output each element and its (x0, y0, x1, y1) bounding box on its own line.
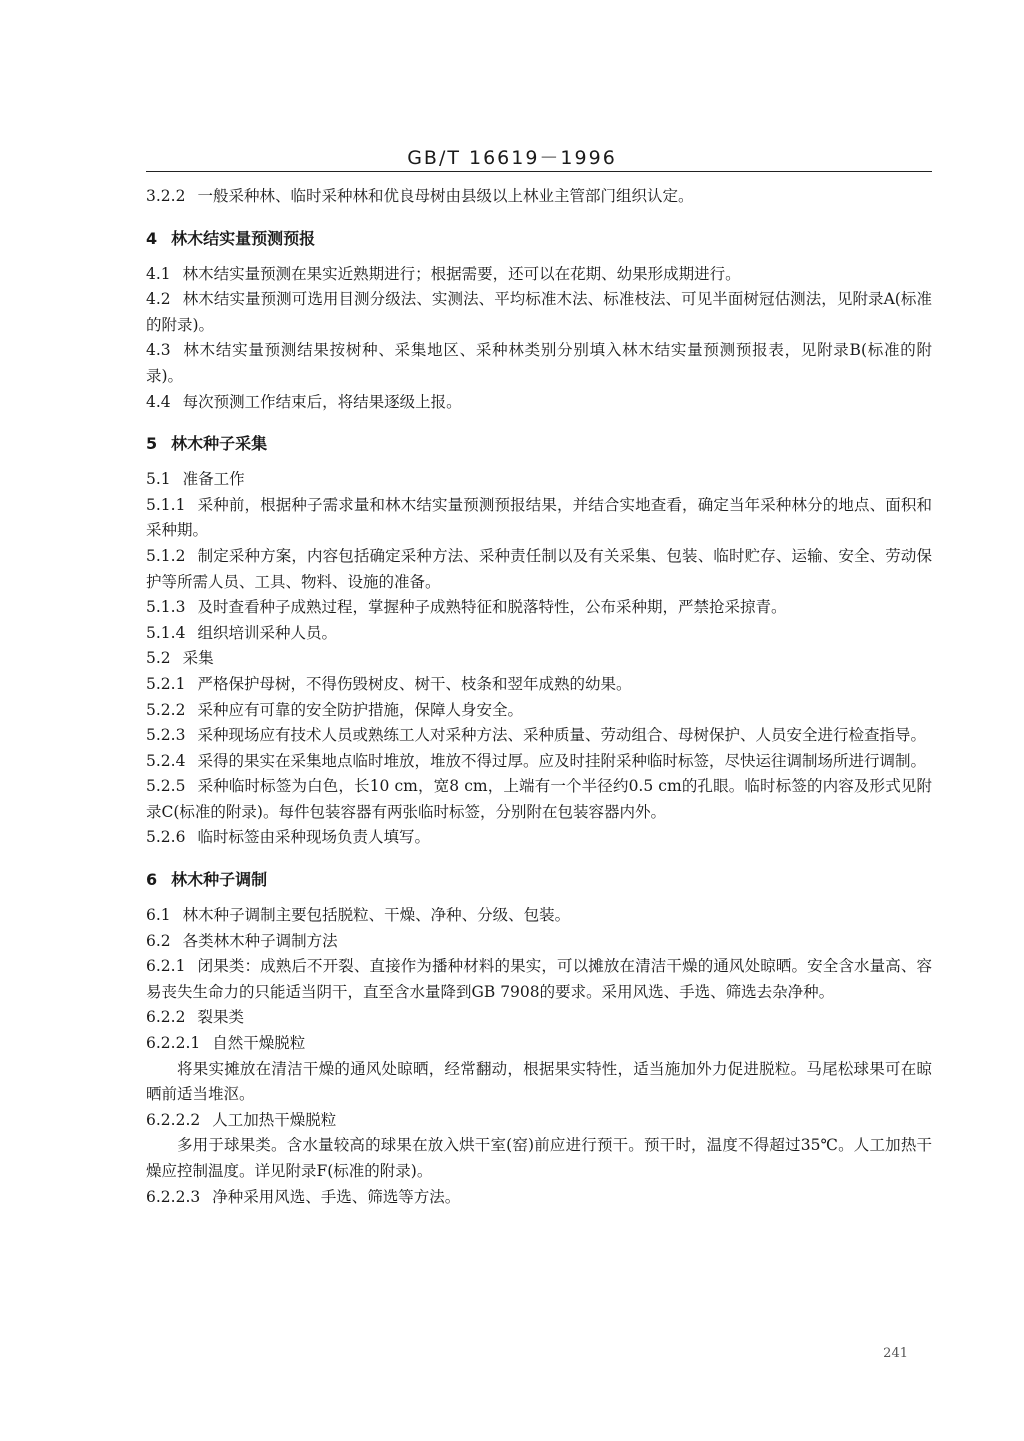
clause-number: 5.1.1 (146, 495, 186, 514)
clause-number: 5.1.3 (146, 598, 186, 617)
paragraph (146, 749, 932, 775)
clause-text: 各类林木种子调制方法 (182, 931, 338, 950)
clause-text: 多用于球果类。含水量较高的球果在放入烘干室(窑)前应进行预干。预干时，温度不得超过35℃。人工加热干燥应控制温度。详见附录F(标准的附录)。 (146, 1136, 932, 1180)
clause-text: 林木种子采集 (171, 434, 268, 454)
clause-number: 4.4 (146, 392, 171, 411)
clause-number: 6.2 (146, 931, 171, 950)
paragraph (146, 338, 932, 389)
clause-text: 采种临时标签为白色，长10 cm，宽8 cm，上端有一个半径约0.5 cm的孔眼。临时标签的内容及形式见附录C(标准的附录)。每件包装容器有两张临时标签，分别附在包装容器内外。 (146, 777, 932, 821)
clause-number: 5.1.2 (146, 546, 186, 565)
clause-number: 5.2.3 (146, 726, 186, 745)
paragraph (146, 390, 932, 416)
paragraph (146, 646, 932, 672)
clause-text: 采种应有可靠的安全防护措施，保障人身安全。 (197, 700, 523, 719)
clause-text: 严格保护母树，不得伤毁树皮、树干、枝条和翌年成熟的幼果。 (197, 674, 632, 693)
paragraph (146, 672, 932, 698)
clause-number: 4.1 (146, 264, 171, 283)
clause-text: 裂果类 (197, 1008, 244, 1027)
clause-number: 5.1 (146, 470, 171, 489)
clause-text: 制定采种方案，内容包括确定采种方法、采种责任制以及有关采集、包装、临时贮存、运输、安全、劳动保护等所需人员、工具、物料、设施的准备。 (146, 546, 932, 591)
paragraph (146, 1133, 932, 1184)
clause-text: 林木结实量预测预报 (171, 228, 316, 248)
paragraph (146, 1005, 932, 1031)
document-body (146, 184, 932, 1210)
paragraph (146, 903, 932, 929)
paragraph (146, 621, 932, 647)
clause-text: 临时标签由采种现场负责人填写。 (197, 828, 430, 847)
clause-text: 采得的果实在采集地点临时堆放，堆放不得过厚。应及时挂附采种临时标签，尽快运往调制场所进行调制。 (197, 751, 926, 770)
page-header: GB/T 16619－1996 (407, 147, 617, 169)
clause-text: 林木结实量预测可选用目测分级法、实测法、平均标准木法、标准枝法、可见半面树冠估测法，见附录A(标准的附录)。 (146, 290, 932, 334)
clause-text: 净种采用风选、手选、筛选等方法。 (212, 1187, 461, 1206)
clause-text: 林木结实量预测在果实近熟期进行；根据需要，还可以在花期、幼果形成期进行。 (182, 264, 741, 283)
paragraph (146, 1185, 932, 1211)
clause-text: 及时查看种子成熟过程，掌握种子成熟特征和脱落特性，公布采种期，严禁抢采掠青。 (197, 598, 787, 617)
clause-text: 将果实摊放在清洁干燥的通风处晾晒，经常翻动，根据果实特性，适当施加外力促进脱粒。马尾松球果可在晾晒前适当堆沤。 (146, 1059, 932, 1104)
paragraph (146, 1108, 932, 1134)
clause-text: 采集 (182, 649, 214, 668)
clause-number: 4 (146, 228, 158, 248)
clause-text: 采种前，根据种子需求量和林木结实量预测预报结果，并结合实地查看，确定当年采种林分的地点、面积和采种期。 (146, 495, 932, 540)
clause-text: 林木种子调制主要包括脱粒、干燥、净种、分级、包装。 (182, 906, 571, 925)
section-gap (146, 454, 932, 467)
clause-text: 人工加热干燥脱粒 (212, 1110, 337, 1129)
paragraph (146, 493, 932, 544)
paragraph (146, 544, 932, 595)
clause-text: 组织培训采种人员。 (197, 623, 337, 642)
paragraph (146, 1057, 932, 1108)
clause-number: 6.2.2.1 (146, 1034, 201, 1053)
clause-number: 5.2.6 (146, 828, 186, 847)
clause-number: 6.2.1 (146, 957, 186, 976)
paragraph (146, 929, 932, 955)
paragraph (146, 954, 932, 1005)
section-gap (146, 249, 932, 262)
section-heading (146, 867, 932, 890)
clause-text: 每次预测工作结束后，将结果逐级上报。 (182, 392, 462, 411)
clause-text: 林木种子调制 (171, 870, 268, 890)
clause-number: 5.2.4 (146, 751, 186, 770)
paragraph (146, 184, 932, 210)
clause-text: 自然干燥脱粒 (212, 1034, 306, 1053)
paragraph (146, 723, 932, 749)
clause-number: 6.1 (146, 906, 171, 925)
clause-number: 4.3 (146, 341, 171, 360)
paragraph (146, 698, 932, 724)
section-gap (146, 890, 932, 903)
clause-number: 5.1.4 (146, 623, 186, 642)
clause-text: 采种现场应有技术人员或熟练工人对采种方法、采种质量、劳动组合、母树保护、人员安全进行检查指导。 (197, 726, 926, 745)
section-gap (146, 415, 932, 431)
clause-number: 5.2.1 (146, 674, 186, 693)
paragraph (146, 595, 932, 621)
paragraph (146, 1031, 932, 1057)
paragraph (146, 262, 932, 288)
clause-text: 准备工作 (182, 470, 245, 489)
clause-number: 5.2.5 (146, 777, 186, 796)
clause-number: 6 (146, 870, 158, 890)
clause-text: 林木结实量预测结果按树种、采集地区、采种林类别分别填入林木结实量预测预报表，见附录B(标准的附录)。 (146, 341, 932, 385)
clause-number: 5.2.2 (146, 700, 186, 719)
paragraph (146, 467, 932, 493)
paragraph (146, 774, 932, 825)
section-gap (146, 851, 932, 867)
clause-number: 6.2.2 (146, 1008, 186, 1027)
section-heading (146, 431, 932, 454)
paragraph (146, 825, 932, 851)
paragraph (146, 287, 932, 338)
clause-text: 一般采种林、临时采种林和优良母树由县级以上林业主管部门组织认定。 (197, 187, 694, 205)
header-rule (146, 171, 932, 172)
section-gap (146, 210, 932, 226)
page-number: 241 (883, 1346, 908, 1361)
clause-number: 3.2.2 (146, 187, 186, 205)
clause-number: 6.2.2.3 (146, 1187, 201, 1206)
clause-number: 5.2 (146, 649, 171, 668)
clause-number: 4.2 (146, 290, 171, 309)
section-heading (146, 226, 932, 249)
clause-text: 闭果类：成熟后不开裂、直接作为播种材料的果实，可以摊放在清洁干燥的通风处晾晒。安全含水量高、容易丧失生命力的只能适当阴干，直至含水量降到GB 7908的要求。采用风选、手选、筛选去杂净种。 (146, 957, 932, 1001)
clause-number: 6.2.2.2 (146, 1110, 201, 1129)
clause-number: 5 (146, 434, 158, 454)
